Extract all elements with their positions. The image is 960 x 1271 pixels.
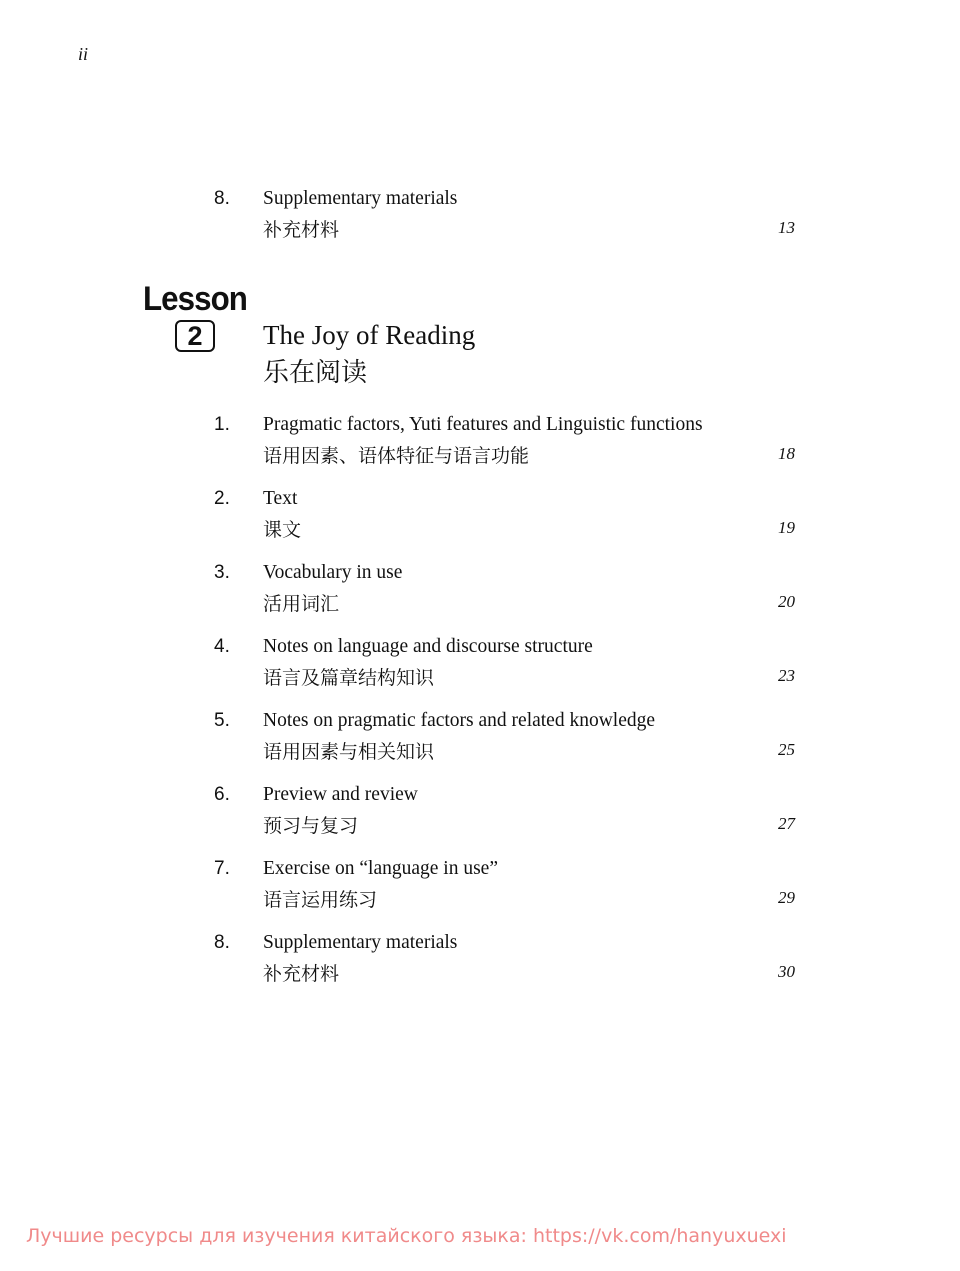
lesson-title-en: The Joy of Reading xyxy=(263,320,476,350)
lesson-number-badge: 2 xyxy=(175,320,215,352)
entry-number: 7. xyxy=(214,858,230,879)
watermark-text: Лучшие ресурсы для изучения китайского языка: https://vk.com/hanyuxuexi xyxy=(26,1225,787,1247)
lesson-label: Lesson xyxy=(143,280,248,318)
entry-page-number: 29 xyxy=(778,888,795,907)
entry-title-en: Preview and review xyxy=(263,784,418,805)
toc-entry xyxy=(0,636,960,690)
entry-title-zh: 语用因素、语体特征与语言功能 xyxy=(263,445,530,467)
entry-page-number: 23 xyxy=(778,666,795,685)
toc-entry xyxy=(0,188,960,242)
entry-number: 8. xyxy=(214,932,230,953)
entry-title-en: Text xyxy=(263,488,298,509)
entry-title-en: Pragmatic factors, Yuti features and Linguistic functions xyxy=(263,414,703,435)
entry-number: 1. xyxy=(214,414,230,435)
entry-title-en: Notes on pragmatic factors and related knowledge xyxy=(263,710,656,731)
entry-page-number: 30 xyxy=(778,962,795,981)
entry-title-en: Vocabulary in use xyxy=(263,562,403,583)
entry-number: 8. xyxy=(214,188,230,209)
entry-title-zh: 活用词汇 xyxy=(263,593,340,615)
entry-title-zh: 补充材料 xyxy=(263,963,340,985)
toc-entry xyxy=(0,710,960,764)
entry-page-number: 20 xyxy=(778,592,795,611)
page-folio: ii xyxy=(78,44,89,64)
toc-entry xyxy=(0,784,960,838)
entry-number: 3. xyxy=(214,562,230,583)
entry-page-number: 18 xyxy=(778,444,795,463)
entry-title-en: Notes on language and discourse structure xyxy=(263,636,593,657)
toc-entry xyxy=(0,414,960,468)
entry-title-zh: 语言运用练习 xyxy=(263,889,378,911)
entry-number: 5. xyxy=(214,710,230,731)
entry-title-zh: 语用因素与相关知识 xyxy=(263,741,435,763)
toc-entry xyxy=(0,858,960,912)
entry-title-zh: 补充材料 xyxy=(263,219,340,241)
entry-title-zh: 语言及篇章结构知识 xyxy=(263,667,435,689)
toc-entry xyxy=(0,562,960,616)
entry-number: 2. xyxy=(214,488,230,509)
entry-title-zh: 课文 xyxy=(263,519,302,541)
entry-title-en: Supplementary materials xyxy=(263,932,458,953)
entry-title-zh: 预习与复习 xyxy=(263,815,359,837)
entry-page-number: 13 xyxy=(778,218,795,237)
entry-title-en: Exercise on “language in use” xyxy=(263,858,498,879)
entry-number: 6. xyxy=(214,784,230,805)
entry-number: 4. xyxy=(214,636,230,657)
toc-entry xyxy=(0,488,960,542)
entry-page-number: 27 xyxy=(778,814,795,833)
entry-page-number: 19 xyxy=(778,518,795,537)
entry-page-number: 25 xyxy=(778,740,795,759)
toc-entry xyxy=(0,932,960,986)
lesson-title-zh: 乐在阅读 xyxy=(263,358,368,388)
entry-title-en: Supplementary materials xyxy=(263,188,458,209)
